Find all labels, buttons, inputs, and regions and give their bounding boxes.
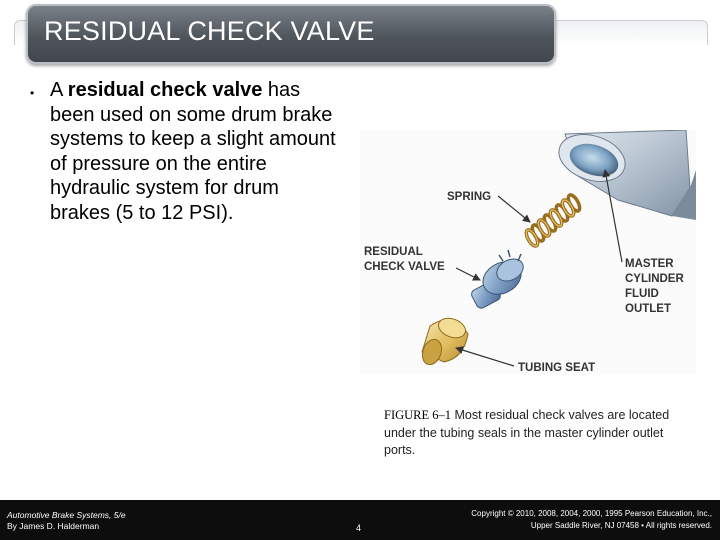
figure-caption — [384, 407, 684, 460]
title-banner — [26, 4, 556, 64]
bullet-term: residual check valve — [67, 79, 263, 101]
footer-copyright — [471, 508, 712, 531]
footer-bar — [0, 500, 720, 540]
label-tubing-seat: TUBING SEAT — [518, 362, 596, 374]
page-number: 4 — [356, 523, 362, 533]
bullet-text — [50, 78, 340, 225]
label-master-2: CYLINDER — [625, 273, 684, 285]
bullet-icon: • — [30, 86, 35, 100]
copyright-line-2: Upper Saddle River, NJ 07458 • All rights reserved. — [530, 520, 712, 530]
slide-title: RESIDUAL CHECK VALVE — [44, 16, 375, 46]
caption-text: Most residual check valves are located under the tubing seals in the master cylinder outlet ports. — [384, 408, 670, 457]
label-master-3: FLUID — [625, 288, 659, 300]
footer-book-title: Automotive Brake Systems, 5/e — [7, 510, 126, 520]
bullet-prefix: A — [50, 79, 68, 101]
check-valve-figure — [360, 130, 696, 390]
label-master-4: OUTLET — [625, 303, 671, 315]
footer-author: By James D. Halderman — [7, 521, 100, 531]
copyright-line-1: Copyright © 2010, 2008, 2004, 2000, 1995 Pearson Education, Inc., — [471, 509, 712, 518]
label-residual-2: CHECK VALVE — [364, 261, 445, 273]
label-master-1: MASTER — [625, 258, 674, 270]
caption-label: FIGURE 6–1 — [384, 408, 452, 422]
label-spring: SPRING — [447, 191, 492, 203]
footer-book — [7, 510, 126, 532]
bullet-rest: has been used on some drum brake systems to keep a slight amount of pressure on the entire hydraulic system for drum brakes (5 to 12 PSI). — [50, 79, 336, 224]
figure-illustration — [360, 130, 696, 390]
label-residual-1: RESIDUAL — [364, 246, 423, 258]
